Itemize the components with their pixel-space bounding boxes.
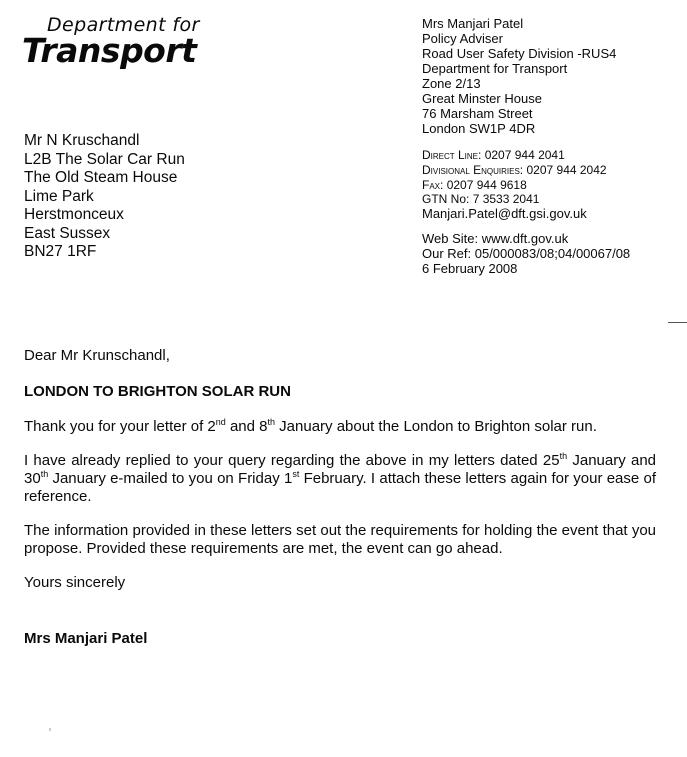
p2-text-b: January and 30 [24, 452, 656, 487]
paragraph-1 [24, 418, 656, 436]
divisional-enquiries-value: 0207 944 2042 [526, 162, 607, 177]
contact-details [422, 148, 607, 222]
logo-line-transport: Transport [22, 31, 197, 70]
recipient-locality: Lime Park [24, 187, 94, 205]
sender-division: Road User Safety Division -RUS4 [422, 46, 617, 61]
logo-line-department: Department for [47, 14, 200, 36]
scan-speck [49, 728, 51, 731]
fax-label: Fax: [422, 177, 444, 192]
closing: Yours sincerely [24, 574, 126, 591]
p1-text-b: and 8 [225, 418, 268, 435]
letter-date: 6 February 2008 [422, 261, 518, 276]
gtn-number [422, 192, 607, 207]
p1-ordinal-b: th [267, 417, 276, 427]
sender-name: Mrs Manjari Patel [422, 16, 524, 31]
recipient-county: East Sussex [24, 224, 111, 242]
salutation: Dear Mr Krunschandl, [24, 347, 170, 364]
sender-street: 76 Marsham Street [422, 106, 533, 121]
p2-text-d: February. I attach these letters again for your ease of reference. [24, 470, 656, 505]
p1-ordinal-a: nd [215, 417, 226, 427]
direct-line-value: 0207 944 2041 [484, 148, 565, 162]
paragraph-2 [24, 452, 656, 506]
recipient-organisation: L2B The Solar Car Run [24, 150, 185, 168]
recipient-postcode: BN27 1RF [24, 243, 97, 260]
divisional-enquiries-label: Divisional Enquiries: [422, 162, 524, 177]
recipient-town: Herstmonceux [24, 206, 124, 223]
paragraph-3: The information provided in these letters set out the requirements for holding the event that you propose. Provided these requirements are met, the event can go ahead. [24, 522, 656, 557]
p2-ordinal-c: st [292, 469, 300, 479]
letter-body [24, 347, 656, 663]
sender-zone: Zone 2/13 [422, 76, 481, 91]
direct-line-label: Direct Line: [422, 148, 482, 162]
fax-value: 0207 944 9618 [446, 177, 527, 192]
sender-department: Department for Transport [422, 61, 568, 76]
direct-line [422, 148, 607, 163]
sender-building: Great Minster House [422, 91, 542, 106]
recipient-name: Mr N Kruschandl [24, 132, 140, 149]
sender-city-postcode: London SW1P 4DR [422, 121, 536, 136]
p1-text-c: January about the London to Brighton solar run. [275, 418, 597, 435]
p2-text-a: I have already replied to your query regarding the above in my letters dated 25 [24, 452, 560, 469]
p1-text-a: Thank you for your letter of 2 [24, 418, 216, 435]
p2-ordinal-a: th [559, 451, 568, 461]
p2-ordinal-b: th [40, 469, 49, 479]
gtn-value: 7 3533 2041 [472, 192, 540, 207]
divisional-enquiries [422, 163, 607, 178]
subject-heading: LONDON TO BRIGHTON SOLAR RUN [24, 383, 291, 400]
fold-mark [668, 322, 687, 323]
recipient-house: The Old Steam House [24, 169, 178, 186]
website[interactable]: Web Site: www.dft.gov.uk [422, 231, 569, 246]
recipient-address [24, 132, 185, 262]
our-reference: Our Ref: 05/000083/08;04/00067/08 [422, 246, 631, 261]
email-address[interactable]: Manjari.Patel@dft.gsi.gov.uk [422, 206, 587, 222]
dft-logo [22, 14, 200, 68]
gtn-label: GTN No: [422, 192, 470, 207]
fax [422, 178, 607, 193]
reference-block [422, 231, 630, 276]
sender-address [422, 16, 616, 136]
p2-text-c: January e-mailed to you on Friday 1 [48, 470, 293, 487]
sender-title: Policy Adviser [422, 31, 503, 46]
signature-name: Mrs Manjari Patel [24, 630, 148, 647]
